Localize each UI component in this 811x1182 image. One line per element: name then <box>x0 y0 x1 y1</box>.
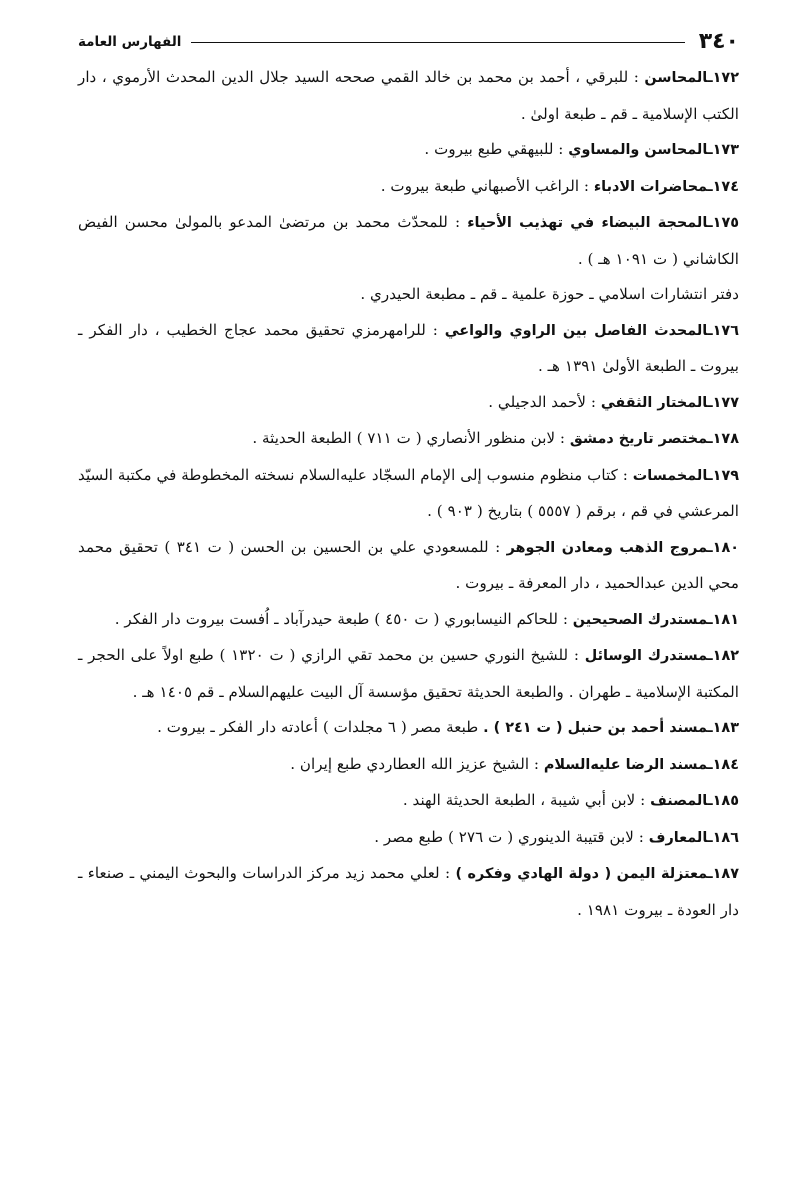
entry-title: المعارف <box>648 829 708 846</box>
bibliography-entry <box>78 458 739 530</box>
entry-title: مسند أحمد بن حنبل ( ت ٢٤١ ) . <box>483 720 708 736</box>
entry-text: لابن منظور الأنصاري ( ت ٧١١ ) الطبعة الحديثة . <box>252 429 556 447</box>
bibliography-entry <box>78 820 739 857</box>
entry-separator: : <box>488 537 507 556</box>
entry-separator: : <box>425 320 445 339</box>
entry-number: ١٧٤ـ <box>707 178 739 195</box>
bibliography-entry <box>78 783 739 820</box>
bibliography-entry <box>78 169 739 206</box>
document-page <box>78 26 739 928</box>
entry-separator: : <box>555 429 570 447</box>
entry-text: دفتر انتشارات اسلامي ـ حوزة علمية ـ قم ـ مطبعة الحيدري . <box>360 285 739 303</box>
bibliography-entry <box>78 710 739 747</box>
entry-separator: : <box>553 140 569 158</box>
bibliography-list <box>78 60 739 928</box>
entry-title: المصنف <box>650 793 708 809</box>
entry-text: للبرقي ، أحمد بن محمد بن خالد القمي صححه السيد جلال الدين المحدث الأرموي ، دار الكتب الإسلامية ـ قم ـ طبعة اولىٰ . <box>78 68 739 123</box>
entry-separator: : <box>529 754 544 773</box>
entry-separator: : <box>586 392 601 411</box>
entry-title: مختصر تاريخ دمشق <box>569 431 708 447</box>
running-header <box>78 26 739 58</box>
entry-number: ١٨٢ـ <box>707 648 740 664</box>
entry-separator: : <box>558 609 573 628</box>
entry-number: ١٧٣ـ <box>707 142 739 158</box>
bibliography-entry <box>78 638 739 710</box>
entry-number: ١٨٥ـ <box>707 793 739 809</box>
bibliography-entry <box>78 313 739 385</box>
entry-continuation <box>78 277 739 313</box>
entry-text: للمحدّث محمد بن مرتضىٰ المدعو بالمولىٰ محسن الفيض الكاشاني ( ت ١٠٩١ هـ ) . <box>78 213 739 268</box>
entry-number: ١٨٤ـ <box>707 756 739 773</box>
entry-title: المحاسن <box>644 70 708 86</box>
entry-title: المخمسات <box>632 467 708 484</box>
entry-text: للرامهرمزي تحقيق محمد عجاج الخطيب ، دار الفكر ـ بيروت ـ الطبعة الأولىٰ ١٣٩١ هـ . <box>78 320 739 375</box>
entry-number: ١٨٣ـ <box>707 720 739 736</box>
bibliography-entry <box>78 747 739 784</box>
header-rule <box>191 42 684 43</box>
entry-number: ١٧٩ـ <box>707 467 740 484</box>
bibliography-entry <box>78 421 739 458</box>
entry-number: ١٧٦ـ <box>707 322 739 339</box>
entry-separator: : <box>579 176 594 195</box>
entry-title: المحدث الفاصل بين الراوي والواعي <box>444 322 708 339</box>
entry-title: مستدرك الصحيحين <box>572 611 708 628</box>
entry-separator: : <box>447 213 468 231</box>
entry-text: للشيخ النوري حسين بن محمد تقي الرازي ( ت ١٣٢٠ ) طبع اولاً على الحجر ـ المكتبة الإسلامية ـ طهران . والطبعة الحديثة تحقيق مؤسسة آل البيت عليهم‌السلام ـ قم ١٤٠٥ هـ . <box>78 646 739 701</box>
entry-title: المحاسن والمساوي <box>568 142 708 158</box>
entry-text: الراغب الأصبهاني طبعة بيروت . <box>380 176 580 195</box>
entry-separator: : <box>617 465 633 484</box>
entry-text: لأحمد الدجيلي . <box>488 392 587 411</box>
entry-title: مسند الرضا عليه‌السلام <box>543 756 708 773</box>
bibliography-entry <box>78 132 739 169</box>
entry-text: طبعة مصر ( ٦ مجلدات ) أعادته دار الفكر ـ بيروت . <box>157 718 479 736</box>
entry-number: ١٧٢ـ <box>707 70 739 86</box>
entry-number: ١٨١ـ <box>707 611 739 628</box>
entry-number: ١٨٠ـ <box>707 539 740 556</box>
entry-separator: : <box>635 791 651 809</box>
entry-separator: : <box>568 646 585 664</box>
entry-text: لعلي محمد زيد مركز الدراسات والبحوث اليمني ـ صنعاء ـ دار العودة ـ بيروت ١٩٨١ . <box>78 864 739 919</box>
entry-text: لابن أبي شيبة ، الطبعة الحديثة الهند . <box>402 791 636 809</box>
bibliography-entry <box>78 205 739 277</box>
bibliography-entry <box>78 385 739 422</box>
entry-text: لابن قتيبة الدينوري ( ت ٢٧٦ ) طبع مصر . <box>374 827 634 846</box>
entry-separator: : <box>439 864 456 882</box>
section-title: الفهارس العامة <box>78 34 182 50</box>
entry-title: معتزلة اليمن ( دولة الهادي وفكره ) <box>455 866 708 882</box>
entry-text: للبيهقي طبع بيروت . <box>424 140 554 158</box>
entry-text: للحاكم النيسابوري ( ت ٤٥٠ ) طبعة حيدرآباد ـ اُفست بيروت دار الفكر . <box>114 609 559 628</box>
page-number: ٣٤٠ <box>698 29 739 54</box>
entry-title: المختار الثقفي <box>600 394 708 411</box>
bibliography-entry <box>78 60 739 132</box>
entry-title: المحجة البيضاء في تهذيب الأحياء <box>467 215 708 231</box>
entry-text: للمسعودي علي بن الحسين بن الحسن ( ت ٣٤١ ) تحقيق محمد محي الدين عبدالحميد ، دار المعرفة ـ بيروت . <box>78 537 739 592</box>
entry-separator: : <box>628 68 645 86</box>
entry-number: ١٧٨ـ <box>707 431 739 447</box>
entry-number: ١٨٧ـ <box>707 866 739 882</box>
entry-title: مروج الذهب ومعادن الجوهر <box>506 539 708 556</box>
entry-title: محاضرات الادباء <box>593 178 708 195</box>
entry-number: ١٧٧ـ <box>707 394 739 411</box>
bibliography-entry <box>78 602 739 639</box>
entry-text: كتاب منظوم منسوب إلى الإمام السجّاد عليه‌السلام نسخته المخطوطة في مكتبة السيّد المرعشي في قم ، برقم ( ٥٥٥٧ ) بتاريخ ( ٩٠٣ ) . <box>78 465 739 520</box>
entry-separator: : <box>633 827 649 846</box>
bibliography-entry <box>78 856 739 928</box>
entry-title: مستدرك الوسائل <box>584 648 708 664</box>
entry-number: ١٧٥ـ <box>707 215 740 231</box>
entry-number: ١٨٦ـ <box>707 829 739 846</box>
entry-text: الشيخ عزيز الله العطاردي طبع إيران . <box>290 754 530 773</box>
bibliography-entry <box>78 530 739 602</box>
